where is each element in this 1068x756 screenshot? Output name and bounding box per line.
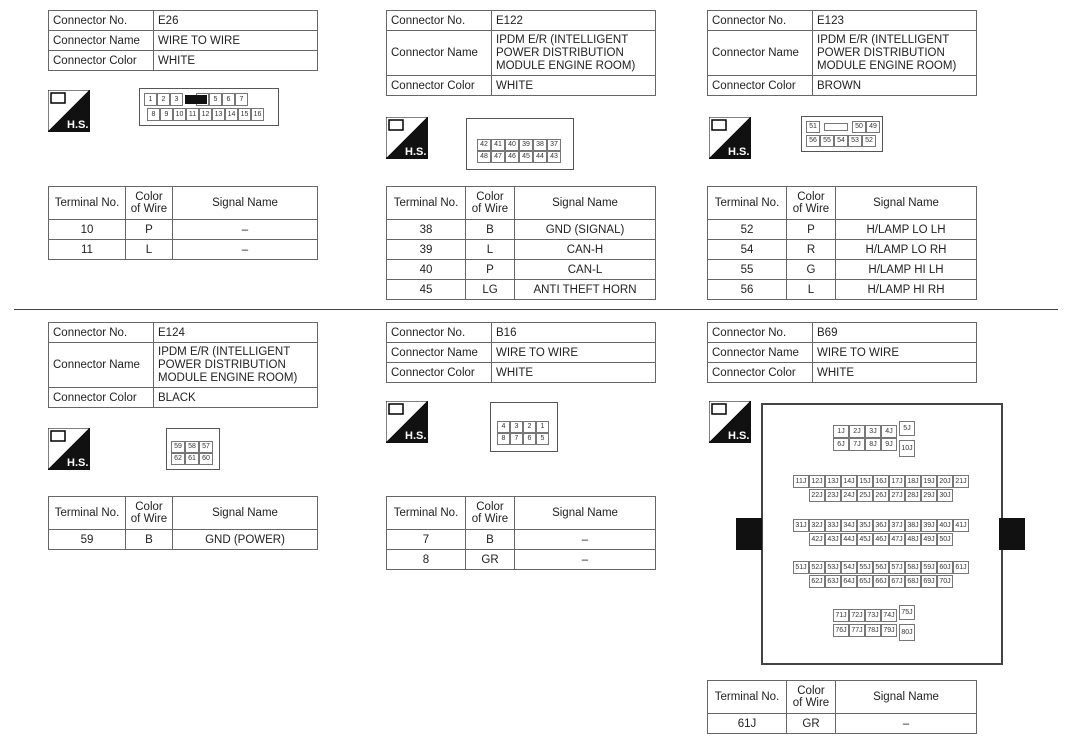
- connector-name-label: Connector Name: [49, 343, 154, 388]
- cavity: 61J: [953, 561, 969, 574]
- cavity: 54: [834, 135, 848, 147]
- cavity: 45: [519, 151, 533, 163]
- signal-name-header: Signal Name: [173, 497, 318, 530]
- terminal-no-header: Terminal No.: [49, 187, 126, 220]
- cavity: 63J: [825, 575, 841, 588]
- hs-icon: [709, 117, 751, 159]
- cavity: 11J: [793, 475, 809, 488]
- cavity: 2: [157, 93, 170, 106]
- cavity: 47J: [889, 533, 905, 546]
- cavity: 9: [160, 108, 173, 121]
- cavity: 3J: [865, 425, 881, 438]
- cavity: 72J: [849, 609, 865, 622]
- connector-color-value: BLACK: [154, 388, 318, 408]
- connector-color-label: Connector Color: [49, 51, 154, 71]
- cavity: 58J: [905, 561, 921, 574]
- terminal-no: 11: [49, 240, 126, 260]
- signal-name: –: [173, 240, 318, 260]
- connector-no-label: Connector No.: [49, 11, 154, 31]
- terminal-no: 39: [387, 240, 466, 260]
- cavity: 69J: [921, 575, 937, 588]
- latch-left: [736, 518, 762, 550]
- cavity: 78J: [865, 624, 881, 637]
- cavity: 15: [238, 108, 251, 121]
- terminal-table-b69: [707, 680, 977, 734]
- terminal-no: 45: [387, 280, 466, 300]
- terminal-table-e124: [48, 496, 318, 550]
- cavity: 62J: [809, 575, 825, 588]
- cavity: 16: [251, 108, 264, 121]
- color-of-wire-header: Color of Wire: [787, 681, 836, 714]
- signal-name: –: [515, 550, 656, 570]
- terminal-no: 7: [387, 530, 466, 550]
- signal-name-header: Signal Name: [173, 187, 318, 220]
- connector-color-value: BROWN: [813, 76, 977, 96]
- hs-text: H.S.: [405, 146, 427, 158]
- connector-color-label: Connector Color: [708, 76, 813, 96]
- wire-color: R: [787, 240, 836, 260]
- connector-face-e122: [466, 118, 574, 170]
- cavity: 41J: [953, 519, 969, 532]
- connector-color-label: Connector Color: [708, 363, 813, 383]
- cavity: 3: [170, 93, 183, 106]
- cavity: 52: [862, 135, 876, 147]
- connector-no-value: E124: [154, 323, 318, 343]
- connector-info-b69: [707, 322, 977, 383]
- signal-name: H/LAMP HI RH: [836, 280, 977, 300]
- cavity: 66J: [873, 575, 889, 588]
- terminal-no: 8: [387, 550, 466, 570]
- wire-color: B: [466, 530, 515, 550]
- cavity: 12J: [809, 475, 825, 488]
- signal-name: H/LAMP HI LH: [836, 260, 977, 280]
- cavity: 6: [523, 433, 536, 445]
- table-row: [708, 220, 977, 240]
- connector-no-label: Connector No.: [708, 323, 813, 343]
- cavity: 76J: [833, 624, 849, 637]
- cavity: 48J: [905, 533, 921, 546]
- cavity: 29J: [921, 489, 937, 502]
- terminal-no-header: Terminal No.: [708, 187, 787, 220]
- wire-color: GR: [787, 714, 836, 734]
- connector-name-label: Connector Name: [708, 343, 813, 363]
- signal-name-header: Signal Name: [836, 187, 977, 220]
- cavity: 58: [185, 441, 199, 453]
- cavity: 25J: [857, 489, 873, 502]
- cavity: 59: [171, 441, 185, 453]
- signal-name: H/LAMP LO LH: [836, 220, 977, 240]
- hs-icon: [48, 428, 90, 470]
- cavity: 51: [806, 121, 820, 133]
- table-row: [387, 220, 656, 240]
- cavity: 74J: [881, 609, 897, 622]
- wire-color: P: [787, 220, 836, 240]
- cavity: 5J: [899, 421, 915, 436]
- cavity: 39: [519, 139, 533, 151]
- cavity: 64J: [841, 575, 857, 588]
- signal-name-header: Signal Name: [515, 187, 656, 220]
- cavity: 17J: [889, 475, 905, 488]
- cavity: 65J: [857, 575, 873, 588]
- connector-face-e26: [139, 88, 279, 126]
- color-of-wire-header: Color of Wire: [126, 497, 173, 530]
- cavity: 43: [547, 151, 561, 163]
- connector-color-label: Connector Color: [387, 76, 492, 96]
- cavity: 6: [222, 93, 235, 106]
- cavity: 43J: [825, 533, 841, 546]
- wire-color: L: [126, 240, 173, 260]
- cavity: 35J: [857, 519, 873, 532]
- signal-name: ANTI THEFT HORN: [515, 280, 656, 300]
- signal-name-header: Signal Name: [836, 681, 977, 714]
- cavity: 71J: [833, 609, 849, 622]
- connector-info-e26: [48, 10, 318, 71]
- cavity: 8: [147, 108, 160, 121]
- wire-color: L: [466, 240, 515, 260]
- cavity: 1: [536, 421, 549, 433]
- cavity: 20J: [937, 475, 953, 488]
- cavity: 1: [144, 93, 157, 106]
- hs-text: H.S.: [405, 430, 427, 442]
- signal-name: CAN-H: [515, 240, 656, 260]
- cavity: 33J: [825, 519, 841, 532]
- key-block: [185, 95, 207, 104]
- cavity: 47: [491, 151, 505, 163]
- table-row: [49, 530, 318, 550]
- cavity: 62: [171, 453, 185, 465]
- connector-color-value: WHITE: [492, 76, 656, 96]
- cavity: 8J: [865, 438, 881, 451]
- cavity: 7J: [849, 438, 865, 451]
- cavity: 9J: [881, 438, 897, 451]
- cavity: 37: [547, 139, 561, 151]
- table-row: [387, 530, 656, 550]
- terminal-table-e122: [386, 186, 656, 300]
- hs-text: H.S.: [67, 119, 89, 131]
- cavity: 41: [491, 139, 505, 151]
- cavity: 12: [199, 108, 212, 121]
- terminal-no-header: Terminal No.: [708, 681, 787, 714]
- cavity: 8: [497, 433, 510, 445]
- connector-color-value: WHITE: [154, 51, 318, 71]
- terminal-no-header: Terminal No.: [49, 497, 126, 530]
- signal-name: –: [515, 530, 656, 550]
- cavity: 57: [199, 441, 213, 453]
- cavity: 40J: [937, 519, 953, 532]
- cavity: 38J: [905, 519, 921, 532]
- cavity: 4J: [881, 425, 897, 438]
- cavity: 67J: [889, 575, 905, 588]
- connector-no-value: B69: [813, 323, 977, 343]
- cavity: 49J: [921, 533, 937, 546]
- cavity: 61: [185, 453, 199, 465]
- connector-no-value: B16: [492, 323, 656, 343]
- cavity: 15J: [857, 475, 873, 488]
- connector-no-label: Connector No.: [387, 323, 492, 343]
- cavity: 70J: [937, 575, 953, 588]
- cavity: 56J: [873, 561, 889, 574]
- cavity: 60J: [937, 561, 953, 574]
- signal-name: H/LAMP LO RH: [836, 240, 977, 260]
- cavity: 23J: [825, 489, 841, 502]
- cavity: 40: [505, 139, 519, 151]
- connector-color-label: Connector Color: [387, 363, 492, 383]
- connector-info-b16: [386, 322, 656, 383]
- cavity: 31J: [793, 519, 809, 532]
- cavity: 55J: [857, 561, 873, 574]
- signal-name: –: [836, 714, 977, 734]
- cavity: 80J: [899, 624, 915, 641]
- wire-color: P: [466, 260, 515, 280]
- terminal-table-e26: [48, 186, 318, 260]
- connector-name-value: IPDM E/R (INTELLIGENT POWER DISTRIBUTION MODULE ENGINE ROOM): [154, 343, 318, 388]
- cavity: 27J: [889, 489, 905, 502]
- key-slot: [824, 123, 848, 131]
- terminal-table-e123: [707, 186, 977, 300]
- table-row: [708, 260, 977, 280]
- connector-face-b16: [490, 402, 558, 452]
- terminal-table-b16: [386, 496, 656, 570]
- table-row: [387, 260, 656, 280]
- cavity: 53: [848, 135, 862, 147]
- terminal-no: 55: [708, 260, 787, 280]
- cavity: 45J: [857, 533, 873, 546]
- cavity: 28J: [905, 489, 921, 502]
- color-of-wire-header: Color of Wire: [466, 187, 515, 220]
- table-row: [708, 714, 977, 734]
- terminal-no-header: Terminal No.: [387, 187, 466, 220]
- cavity: 5: [536, 433, 549, 445]
- cavity: 7: [235, 93, 248, 106]
- cavity: 51J: [793, 561, 809, 574]
- cavity: 14: [225, 108, 238, 121]
- cavity: 11: [186, 108, 199, 121]
- wire-color: G: [787, 260, 836, 280]
- cavity: 2: [523, 421, 536, 433]
- cavity: 13: [212, 108, 225, 121]
- table-row: [387, 550, 656, 570]
- terminal-no: 61J: [708, 714, 787, 734]
- cavity: 4: [497, 421, 510, 433]
- cavity: 2J: [849, 425, 865, 438]
- cavity: 10J: [899, 440, 915, 457]
- cavity: 49: [866, 121, 880, 133]
- table-row: [49, 240, 318, 260]
- cavity: 46: [505, 151, 519, 163]
- terminal-no: 38: [387, 220, 466, 240]
- cavity: 16J: [873, 475, 889, 488]
- cavity: 37J: [889, 519, 905, 532]
- cavity: 54J: [841, 561, 857, 574]
- terminal-no-header: Terminal No.: [387, 497, 466, 530]
- cavity: 18J: [905, 475, 921, 488]
- cavity: 24J: [841, 489, 857, 502]
- connector-name-label: Connector Name: [387, 31, 492, 76]
- wire-color: L: [787, 280, 836, 300]
- wire-color: LG: [466, 280, 515, 300]
- cavity: 38: [533, 139, 547, 151]
- connector-name-value: WIRE TO WIRE: [154, 31, 318, 51]
- cavity: 75J: [899, 605, 915, 620]
- cavity: 32J: [809, 519, 825, 532]
- signal-name: GND (POWER): [173, 530, 318, 550]
- connector-face-e123: [801, 116, 883, 152]
- connector-info-e122: [386, 10, 656, 96]
- cavity: 44: [533, 151, 547, 163]
- wire-color: GR: [466, 550, 515, 570]
- terminal-no: 10: [49, 220, 126, 240]
- cavity: 50J: [937, 533, 953, 546]
- cavity: 55: [820, 135, 834, 147]
- terminal-no: 59: [49, 530, 126, 550]
- table-row: [708, 280, 977, 300]
- cavity: 21J: [953, 475, 969, 488]
- color-of-wire-header: Color of Wire: [126, 187, 173, 220]
- cavity: 36J: [873, 519, 889, 532]
- cavity: 7: [510, 433, 523, 445]
- hs-text: H.S.: [728, 146, 750, 158]
- signal-name: CAN-L: [515, 260, 656, 280]
- cavity: 14J: [841, 475, 857, 488]
- cavity: 44J: [841, 533, 857, 546]
- table-row: [708, 240, 977, 260]
- cavity: 19J: [921, 475, 937, 488]
- connector-name-label: Connector Name: [708, 31, 813, 76]
- color-of-wire-header: Color of Wire: [787, 187, 836, 220]
- connector-no-value: E122: [492, 11, 656, 31]
- cavity: 30J: [937, 489, 953, 502]
- connector-no-label: Connector No.: [708, 11, 813, 31]
- connector-no-value: E123: [813, 11, 977, 31]
- wire-color: B: [126, 530, 173, 550]
- cavity: 79J: [881, 624, 897, 637]
- latch-right: [999, 518, 1025, 550]
- signal-name: –: [173, 220, 318, 240]
- wire-color: B: [466, 220, 515, 240]
- terminal-no: 56: [708, 280, 787, 300]
- section-divider: [14, 309, 1058, 310]
- cavity: 68J: [905, 575, 921, 588]
- cavity: 52J: [809, 561, 825, 574]
- color-of-wire-header: Color of Wire: [466, 497, 515, 530]
- cavity: 60: [199, 453, 213, 465]
- cavity: 56: [806, 135, 820, 147]
- connector-no-value: E26: [154, 11, 318, 31]
- connector-info-e124: [48, 322, 318, 408]
- wire-color: P: [126, 220, 173, 240]
- cavity: 22J: [809, 489, 825, 502]
- hs-text: H.S.: [728, 430, 750, 442]
- cavity: 50: [852, 121, 866, 133]
- connector-name-value: WIRE TO WIRE: [813, 343, 977, 363]
- connector-name-label: Connector Name: [387, 343, 492, 363]
- cavity: 13J: [825, 475, 841, 488]
- hs-icon: [709, 401, 751, 443]
- cavity: 77J: [849, 624, 865, 637]
- cavity: 42J: [809, 533, 825, 546]
- table-row: [387, 240, 656, 260]
- cavity: 42: [477, 139, 491, 151]
- cavity: 10: [173, 108, 186, 121]
- cavity: 5: [209, 93, 222, 106]
- hs-icon: [386, 117, 428, 159]
- connector-info-e123: [707, 10, 977, 96]
- table-row: [387, 280, 656, 300]
- cavity: 48: [477, 151, 491, 163]
- connector-name-value: IPDM E/R (INTELLIGENT POWER DISTRIBUTION MODULE ENGINE ROOM): [813, 31, 977, 76]
- hs-icon: [386, 401, 428, 443]
- cavity: 53J: [825, 561, 841, 574]
- connector-name-label: Connector Name: [49, 31, 154, 51]
- signal-name-header: Signal Name: [515, 497, 656, 530]
- cavity: 26J: [873, 489, 889, 502]
- connector-face-b69: [761, 403, 1003, 665]
- connector-name-value: WIRE TO WIRE: [492, 343, 656, 363]
- connector-no-label: Connector No.: [49, 323, 154, 343]
- hs-text: H.S.: [67, 457, 89, 469]
- hs-icon: [48, 90, 90, 132]
- cavity: 46J: [873, 533, 889, 546]
- connector-no-label: Connector No.: [387, 11, 492, 31]
- terminal-no: 52: [708, 220, 787, 240]
- cavity: 73J: [865, 609, 881, 622]
- cavity: 39J: [921, 519, 937, 532]
- cavity: 34J: [841, 519, 857, 532]
- signal-name: GND (SIGNAL): [515, 220, 656, 240]
- connector-face-e124: [166, 428, 220, 470]
- terminal-no: 40: [387, 260, 466, 280]
- cavity: 3: [510, 421, 523, 433]
- table-row: [49, 220, 318, 240]
- cavity: 57J: [889, 561, 905, 574]
- cavity: 59J: [921, 561, 937, 574]
- terminal-no: 54: [708, 240, 787, 260]
- connector-color-value: WHITE: [813, 363, 977, 383]
- connector-color-value: WHITE: [492, 363, 656, 383]
- connector-name-value: IPDM E/R (INTELLIGENT POWER DISTRIBUTION MODULE ENGINE ROOM): [492, 31, 656, 76]
- connector-color-label: Connector Color: [49, 388, 154, 408]
- cavity: 1J: [833, 425, 849, 438]
- cavity: 6J: [833, 438, 849, 451]
